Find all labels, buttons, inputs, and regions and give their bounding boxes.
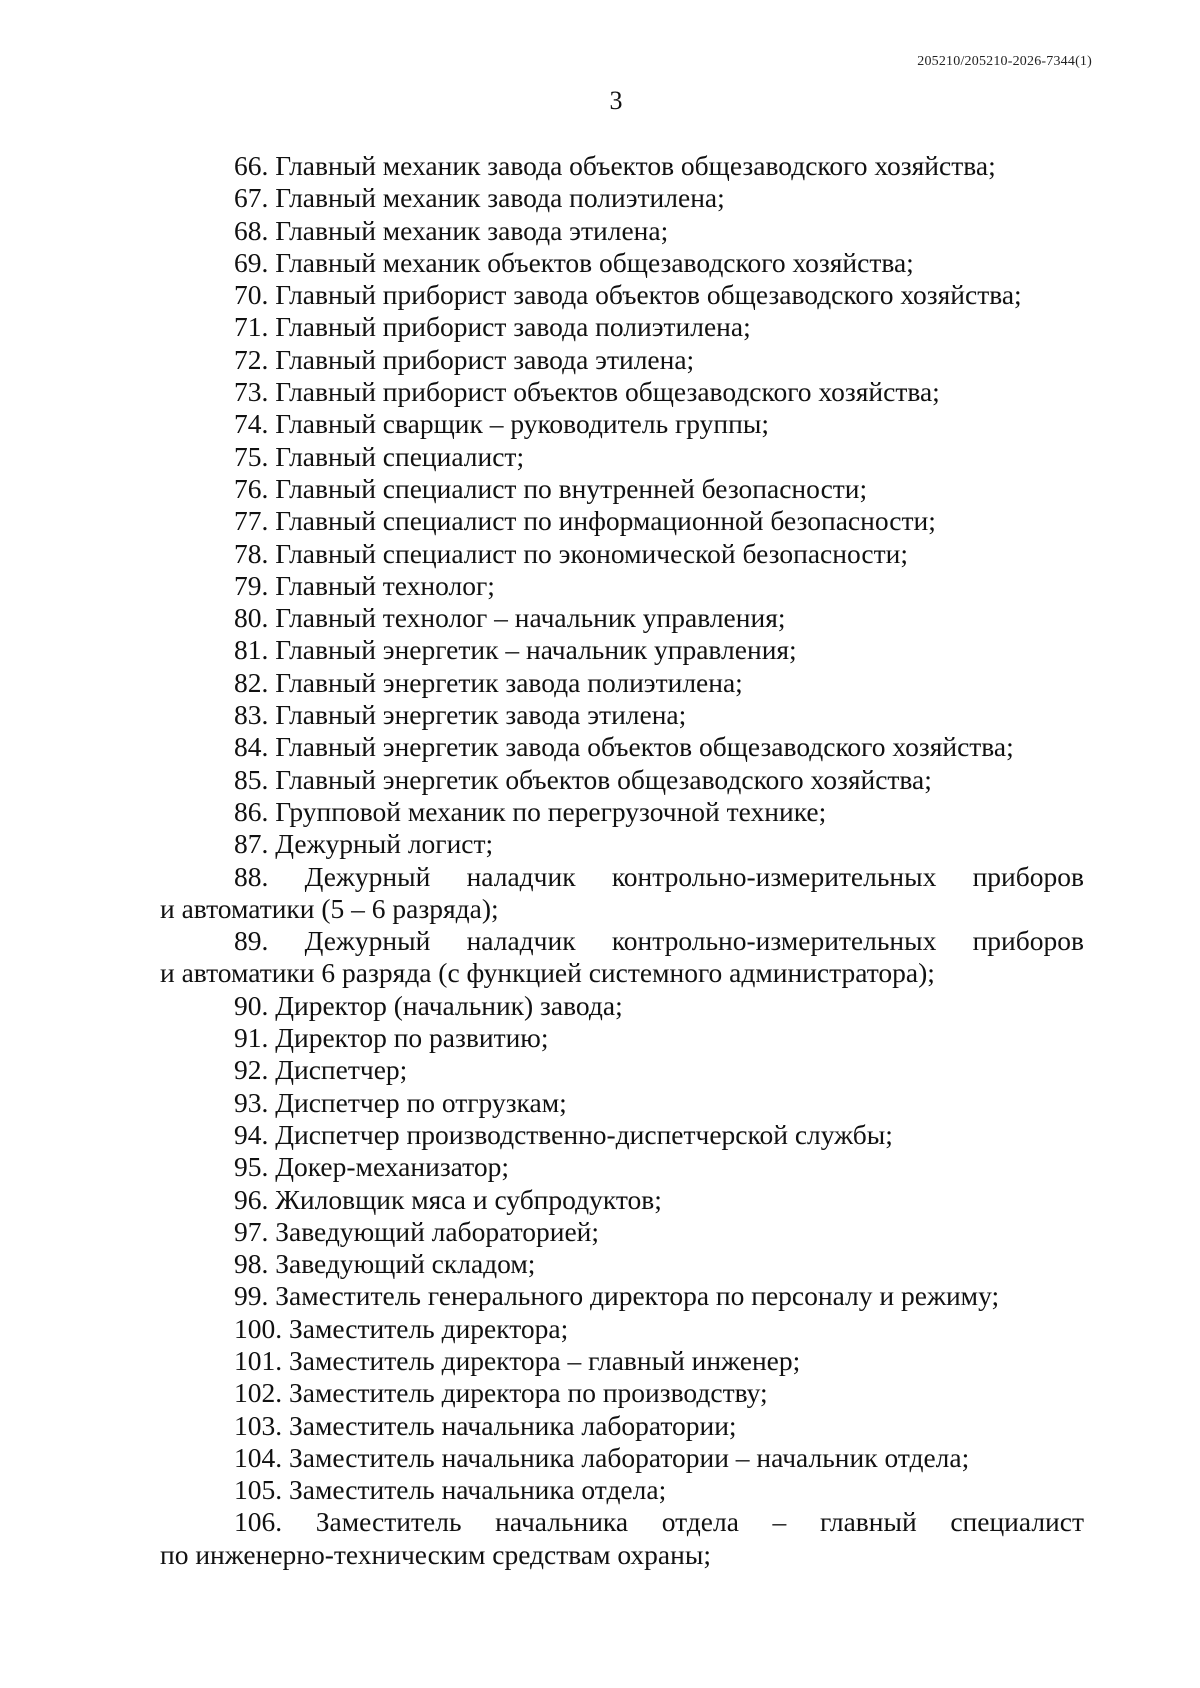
list-item: 70. Главный приборист завода объектов общезаводского хозяйства;: [234, 279, 1022, 311]
list-item: 92. Диспетчер;: [234, 1054, 408, 1086]
list-item: 76. Главный специалист по внутренней безопасности;: [234, 472, 868, 504]
list-item-line-2: по инженерно-техническим средствам охраны;: [160, 1538, 711, 1570]
list-item: 97. Заведующий лабораторией;: [234, 1215, 600, 1247]
list-item: 79. Главный технолог;: [234, 569, 495, 601]
position-list: [160, 150, 1084, 1571]
list-item: 90. Директор (начальник) завода;: [234, 989, 623, 1021]
list-item: 105. Заместитель начальника отдела;: [234, 1474, 667, 1506]
list-item: 81. Главный энергетик – начальник управления;: [234, 634, 797, 666]
list-item: 98. Заведующий складом;: [234, 1248, 536, 1280]
list-item-line-1: 88. Дежурный наладчик контрольно-измерительных приборов: [234, 860, 1084, 892]
list-item: 66. Главный механик завода объектов общезаводского хозяйства;: [234, 150, 996, 181]
list-item: 91. Директор по развитию;: [234, 1022, 549, 1054]
list-item: 94. Диспетчер производственно-диспетчерской службы;: [234, 1118, 893, 1150]
list-item: 87. Дежурный логист;: [234, 828, 494, 860]
list-item: [160, 925, 1084, 990]
list-item: 102. Заместитель директора по производству;: [234, 1377, 768, 1409]
list-item: 75. Главный специалист;: [234, 440, 525, 472]
list-item: 104. Заместитель начальника лаборатории – начальник отдела;: [234, 1441, 970, 1473]
list-item-line-2: и автоматики (5 – 6 разряда);: [160, 892, 499, 924]
list-item: 68. Главный механик завода этилена;: [234, 214, 669, 246]
document-reference-number: 205210/205210-2026-7344(1): [917, 54, 1092, 69]
list-item-line-1: 106. Заместитель начальника отдела – главный специалист: [234, 1506, 1084, 1538]
list-item: [160, 1506, 1084, 1571]
list-item: 80. Главный технолог – начальник управления;: [234, 602, 786, 634]
page-number: 3: [609, 86, 623, 115]
list-item: 86. Групповой механик по перегрузочной технике;: [234, 795, 827, 827]
list-item: 77. Главный специалист по информационной безопасности;: [234, 505, 936, 537]
list-item: 99. Заместитель генерального директора по персоналу и режиму;: [234, 1280, 1000, 1312]
list-item: 72. Главный приборист завода этилена;: [234, 343, 695, 375]
list-item: 82. Главный энергетик завода полиэтилена;: [234, 666, 743, 698]
list-item: 83. Главный энергетик завода этилена;: [234, 699, 687, 731]
list-item: 74. Главный сварщик – руководитель группы;: [234, 408, 769, 440]
list-item: 103. Заместитель начальника лаборатории;: [234, 1409, 737, 1441]
list-item: 73. Главный приборист объектов общезаводского хозяйства;: [234, 376, 940, 408]
list-item-line-1: 89. Дежурный наладчик контрольно-измерительных приборов: [234, 925, 1084, 957]
list-item: 101. Заместитель директора – главный инженер;: [234, 1344, 801, 1376]
list-item: 95. Докер-механизатор;: [234, 1151, 509, 1183]
list-item: 85. Главный энергетик объектов общезаводского хозяйства;: [234, 763, 932, 795]
list-item: 84. Главный энергетик завода объектов общезаводского хозяйства;: [234, 731, 1014, 763]
list-item: 96. Жиловщик мяса и субпродуктов;: [234, 1183, 662, 1215]
list-item-line-2: и автоматики 6 разряда (с функцией системного администратора);: [160, 957, 935, 989]
list-item: 71. Главный приборист завода полиэтилена;: [234, 311, 751, 343]
list-item: 93. Диспетчер по отгрузкам;: [234, 1086, 567, 1118]
list-item: 100. Заместитель директора;: [234, 1312, 569, 1344]
list-item: 69. Главный механик объектов общезаводского хозяйства;: [234, 246, 914, 278]
list-item: 67. Главный механик завода полиэтилена;: [234, 182, 725, 214]
list-item: [160, 861, 1084, 926]
list-item: 78. Главный специалист по экономической безопасности;: [234, 537, 908, 569]
